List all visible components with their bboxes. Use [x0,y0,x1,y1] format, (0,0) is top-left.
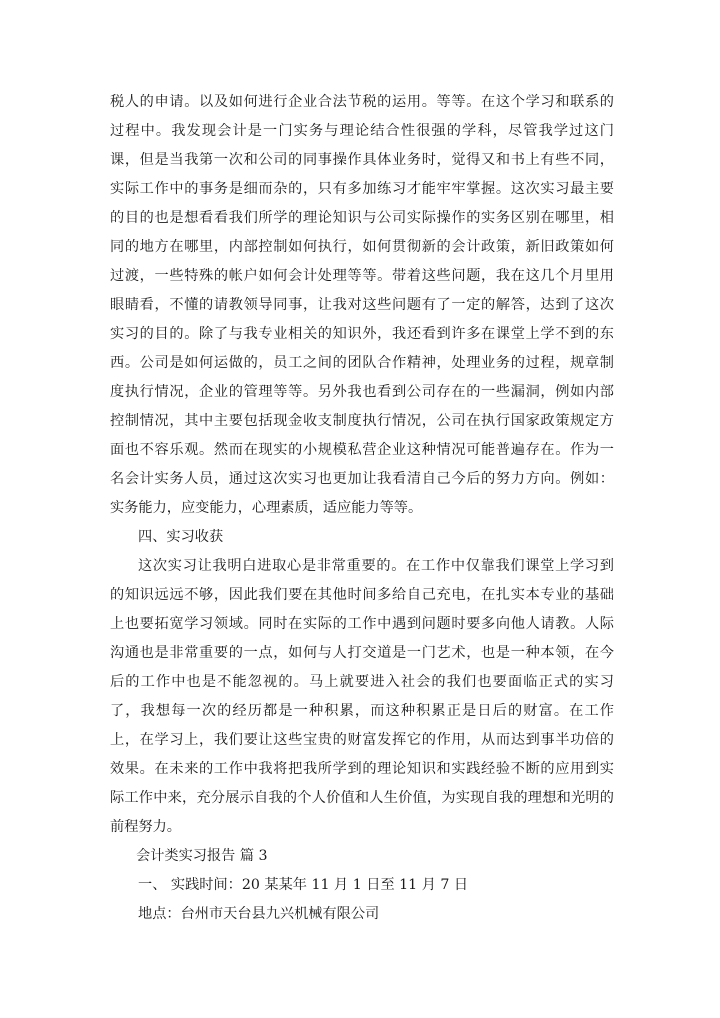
paragraph-line: 课，但是当我第一次和公司的同事操作具体业务时，觉得又和书上有些不同， [110,152,614,168]
paragraph-line: 效果。在未来的工作中我将把我所学到的理论知识和实践经验不断的应用到实 [110,761,614,777]
paragraph-line: 了，我想每一次的经历都是一种积累，而这种积累正是日后的财富。在工作 [110,703,614,719]
paragraph-line: 税人的申请。以及如何进行企业合法节税的运用。等等。在这个学习和联系的 [110,94,614,110]
paragraph-line: 过程中。我发现会计是一门实务与理论结合性很强的学科，尽管我学过这门 [110,123,614,139]
document-body [110,88,614,929]
paragraph-line: 过渡，一些特殊的帐户如何会计处理等等。带着这些问题，我在这几个月里用 [110,268,614,284]
paragraph-line: 上也要拓宽学习领域。同时在实际的工作中遇到问题时要多向他人请教。人际 [110,616,614,632]
paragraph-line: 沟通也是非常重要的一点，如何与人打交道是一门艺术，也是一种本领，在今 [110,645,614,661]
paragraph-line: 后的工作中也是不能忽视的。马上就要进入社会的我们也要面临正式的实习 [110,674,614,690]
practice-location: 地点：台州市天台县九兴机械有限公司 [138,906,380,922]
practice-time: 一、 实践时间：20 某某年 11 月 1 日至 11 月 7 日 [138,877,469,893]
section-heading: 四、实习收获 [138,529,224,545]
paragraph-line: 这次实习让我明白进取心是非常重要的。在工作中仅靠我们课堂上学习到 [138,558,614,574]
paragraph-line: 上，在学习上，我们要让这些宝贵的财富发挥它的作用，从而达到事半功倍的 [110,732,614,748]
paragraph-line: 的目的也是想看看我们所学的理论知识与公司实际操作的实务区别在哪里，相 [110,210,614,226]
paragraph-line-last: 实务能力，应变能力，心理素质，适应能力等等。 [110,500,423,516]
paragraph-line: 眼睛看，不懂的请教领导同事，让我对这些问题有了一定的解答，达到了这次 [110,297,614,313]
paragraph-line: 名会计实务人员，通过这次实习也更加让我看清自己今后的努力方向。例如： [110,471,614,487]
paragraph-line: 西。公司是如何运做的，员工之间的团队合作精神，处理业务的过程，规章制 [110,355,614,371]
paragraph-line: 控制情况，其中主要包括现金收支制度执行情况，公司在执行国家政策规定方 [110,413,614,429]
paragraph-line: 度执行情况，企业的管理等等。另外我也看到公司存在的一些漏洞，例如内部 [110,384,614,400]
paragraph-line: 同的地方在哪里，内部控制如何执行，如何贯彻新的会计政策，新旧政策如何 [110,239,614,255]
paragraph-line: 实习的目的。除了与我专业相关的知识外，我还看到许多在课堂上学不到的东 [110,326,614,342]
paragraph-line: 的知识远远不够，因此我们要在其他时间多给自己充电，在扎实本专业的基础 [110,587,614,603]
report-title: 会计类实习报告 篇 3 [136,848,268,864]
paragraph-line: 际工作中来，充分展示自我的个人价值和人生价值，为实现自我的理想和光明的 [110,790,614,806]
paragraph-line: 面也不容乐观。然而在现实的小规模私营企业这种情况可能普遍存在。作为一 [110,442,614,458]
paragraph-line-last: 前程努力。 [110,819,181,835]
paragraph-line: 实际工作中的事务是细而杂的，只有多加练习才能牢牢掌握。这次实习最主要 [110,181,614,197]
